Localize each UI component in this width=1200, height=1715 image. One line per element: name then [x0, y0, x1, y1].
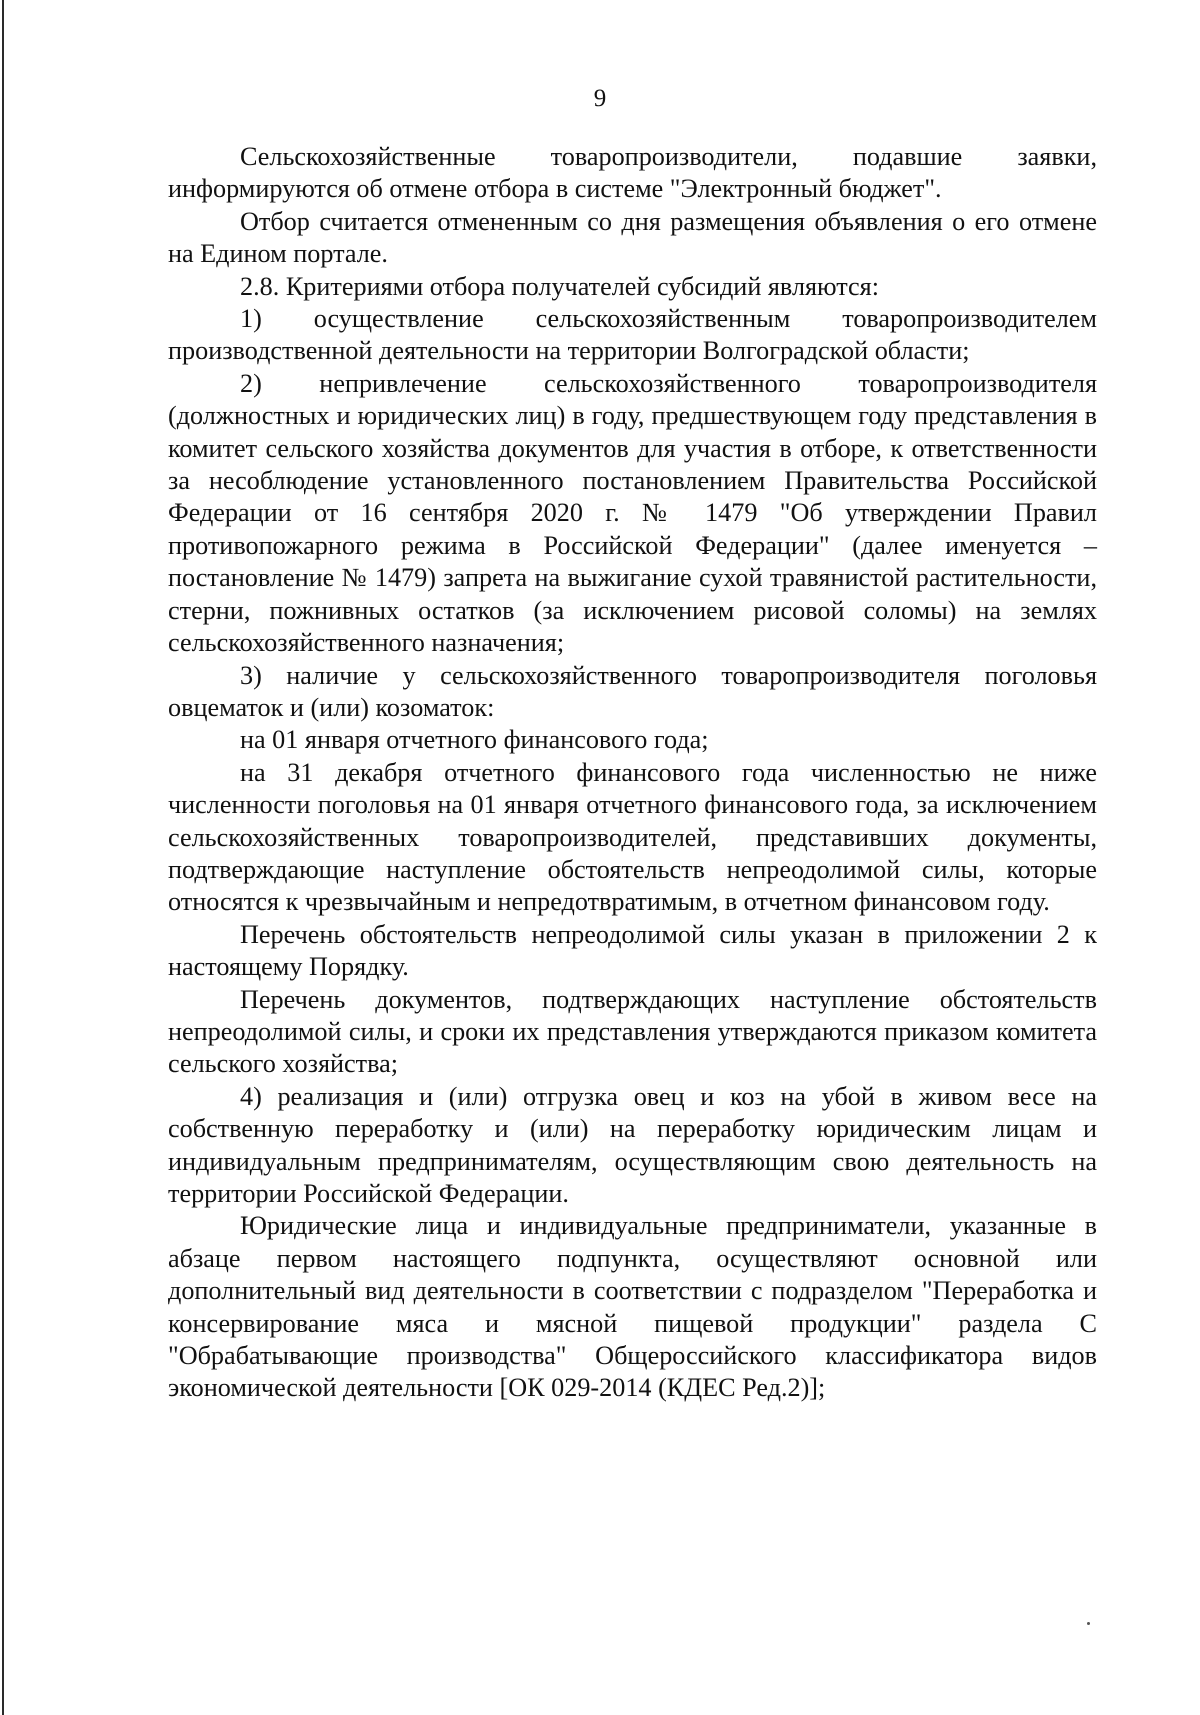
paragraph-criterion-4: 4) реализация и (или) отгрузка овец и коз на убой в живом весе на собственную переработку и (или) на переработку юридическим лицам и индивидуальным предпринимателям, осуществляющим свою деятельность на территории Российской Федерации. — [168, 1081, 1097, 1208]
document-body — [168, 141, 1097, 1405]
paragraph-criterion-3-jan: на 01 января отчетного финансового года; — [240, 725, 709, 755]
paragraph-criteria-heading: 2.8. Критериями отбора получателей субсидий являются: — [240, 271, 879, 301]
paragraph-criterion-3-dec: на 31 декабря отчетного финансового года численностью не ниже численности поголовья на 01 января отчетного финансового года, за исключением сельскохозяйственных товаропроизводителей, представивших документы, подтверждающие наступление обстоятельств непреодолимой силы, которые относятся к чрезвычайным и непредотвратимым, в отчетном финансовом году. — [168, 757, 1097, 917]
paragraph-force-majeure-list: Перечень обстоятельств непреодолимой силы указан в приложении 2 к настоящему Порядку. — [168, 919, 1097, 982]
paragraph-criterion-2: 2) непривлечение сельскохозяйственного товаропроизводителя (должностных и юридических лиц) в году, предшествующем году представления в комитет сельского хозяйства документов для участия в отборе, к ответственности за несоблюдение установленного постановлением Правительства Российской Федерации от 16 сентября 2020 г. № 1479 "Об утверждении Правил противопожарного режима в Российской Федерации" (далее именуется – постановление № 1479) запрета на выжигание сухой травянистой растительности, стерни, пожнивных остатков (за исключением рисовой соломы) на землях сельскохозяйственного назначения; — [168, 368, 1097, 658]
scan-edge-line — [2, 0, 4, 1715]
page-number: 9 — [593, 85, 607, 112]
paragraph-criterion-1: 1) осуществление сельскохозяйственным товаропроизводителем производственной деятельности на территории Волгоградской области; — [168, 304, 1097, 366]
paragraph-criterion-3: 3) наличие у сельскохозяйственного товаропроизводителя поголовья овцематок и (или) козоматок: — [168, 660, 1097, 722]
paragraph-cancel-notice: Сельскохозяйственные товаропроизводители, подавшие заявки, информируются об отмене отбора в системе "Электронный бюджет". — [168, 142, 1097, 204]
paragraph-okved-note: Юридические лица и индивидуальные предприниматели, указанные в абзаце первом настоящего подпункта, осуществляют основной или дополнительный вид деятельности в соответствии с подразделом "Переработка и консервирование мяса и мясной пищевой продукции" раздела С "Обрабатывающие производства" Общероссийского классификатора видов экономической деятельности [ОК 029-2014 (КДЕС Ред.2)]; — [168, 1211, 1097, 1403]
scan-speck — [1087, 1622, 1090, 1625]
paragraph-force-majeure-docs: Перечень документов, подтверждающих наступление обстоятельств непреодолимой силы, и сроки их представления утверждаются приказом комитета сельского хозяйства; — [168, 984, 1097, 1079]
paragraph-cancel-date: Отбор считается отмененным со дня размещения объявления о его отмене на Едином портале. — [168, 206, 1097, 269]
